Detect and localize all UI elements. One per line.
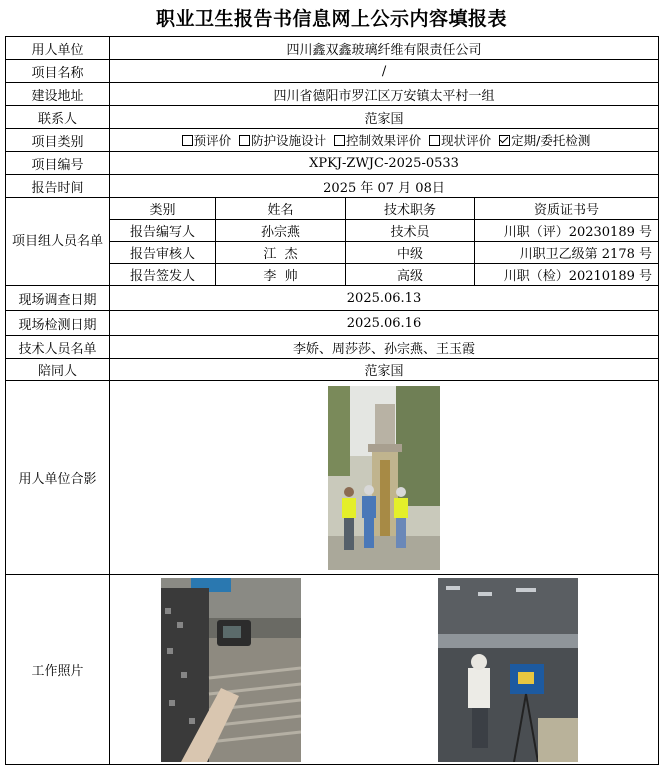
team-label: 项目组人员名单	[6, 198, 110, 286]
row-project-name	[6, 60, 659, 83]
team-category: 报告签发人	[110, 264, 216, 286]
disclosure-form-table	[5, 36, 659, 765]
option-pre-evaluation[interactable]: 预评价	[178, 133, 232, 148]
option-protection-design[interactable]: 防护设施设计	[235, 133, 326, 148]
option-control-effect[interactable]: 控制效果评价	[330, 133, 421, 148]
row-project-number	[6, 152, 659, 175]
test-date-value: 2025.06.16	[110, 311, 659, 336]
checked-checkbox-icon[interactable]	[499, 135, 510, 146]
contact-value: 范家国	[110, 106, 659, 129]
group-photo-cell	[110, 381, 659, 575]
row-report-date	[6, 175, 659, 198]
team-title: 高级	[346, 264, 475, 286]
row-employer	[6, 37, 659, 60]
team-name: 孙宗燕	[216, 220, 346, 242]
row-survey-date	[6, 286, 659, 311]
work-photos-cell	[110, 575, 659, 765]
row-contact	[6, 106, 659, 129]
row-work-photos	[6, 575, 659, 765]
checkbox-icon[interactable]	[182, 135, 193, 146]
team-certificate: 川职（检）20210189 号	[475, 264, 659, 286]
team-certificate: 川职（评）20230189 号	[475, 220, 659, 242]
employer-value: 四川鑫双鑫玻璃纤维有限责任公司	[110, 37, 659, 60]
team-header-certificate: 资质证书号	[475, 198, 659, 220]
employer-label: 用人单位	[6, 37, 110, 60]
row-address	[6, 83, 659, 106]
team-category: 报告审核人	[110, 242, 216, 264]
option-periodic-testing[interactable]: 定期/委托检测	[495, 133, 590, 148]
tech-staff-value: 李娇、周莎莎、孙宗燕、王玉霞	[110, 336, 659, 359]
team-header-title: 技术职务	[346, 198, 475, 220]
team-category: 报告编写人	[110, 220, 216, 242]
work-photos-label: 工作照片	[6, 575, 110, 765]
team-header-category: 类别	[110, 198, 216, 220]
checkbox-icon[interactable]	[429, 135, 440, 146]
project-type-options	[110, 129, 659, 152]
escort-label: 陪同人	[6, 359, 110, 381]
tech-staff-label: 技术人员名单	[6, 336, 110, 359]
team-title: 中级	[346, 242, 475, 264]
group-photo-label: 用人单位合影	[6, 381, 110, 575]
page-title: 职业卫生报告书信息网上公示内容填报表	[155, 8, 507, 30]
team-name: 李 帅	[216, 264, 346, 286]
project-name-value: /	[110, 60, 659, 83]
option-status-evaluation[interactable]: 现状评价	[425, 133, 491, 148]
team-header-name: 姓名	[216, 198, 346, 220]
survey-date-label: 现场调查日期	[6, 286, 110, 311]
row-group-photo	[6, 381, 659, 575]
survey-date-value: 2025.06.13	[110, 286, 659, 311]
project-number-label: 项目编号	[6, 152, 110, 175]
row-escort	[6, 359, 659, 381]
team-title: 技术员	[346, 220, 475, 242]
row-project-type	[6, 129, 659, 152]
team-header-row	[6, 198, 659, 220]
report-date-label: 报告时间	[6, 175, 110, 198]
contact-label: 联系人	[6, 106, 110, 129]
address-label: 建设地址	[6, 83, 110, 106]
team-certificate: 川职卫乙级第 2178 号	[475, 242, 659, 264]
checkbox-icon[interactable]	[239, 135, 250, 146]
team-name: 江 杰	[216, 242, 346, 264]
test-date-label: 现场检测日期	[6, 311, 110, 336]
row-tech-staff	[6, 336, 659, 359]
checkbox-icon[interactable]	[334, 135, 345, 146]
project-number-value: XPKJ-ZWJC-2025-0533	[110, 152, 659, 175]
report-date-value: 2025 年 07 月 08日	[110, 175, 659, 198]
work-photo-2	[438, 578, 578, 762]
row-test-date	[6, 311, 659, 336]
address-value: 四川省德阳市罗江区万安镇太平村一组	[110, 83, 659, 106]
project-type-label: 项目类别	[6, 129, 110, 152]
project-name-label: 项目名称	[6, 60, 110, 83]
escort-value: 范家国	[110, 359, 659, 381]
work-photo-1	[161, 578, 301, 762]
group-photo	[328, 386, 440, 570]
